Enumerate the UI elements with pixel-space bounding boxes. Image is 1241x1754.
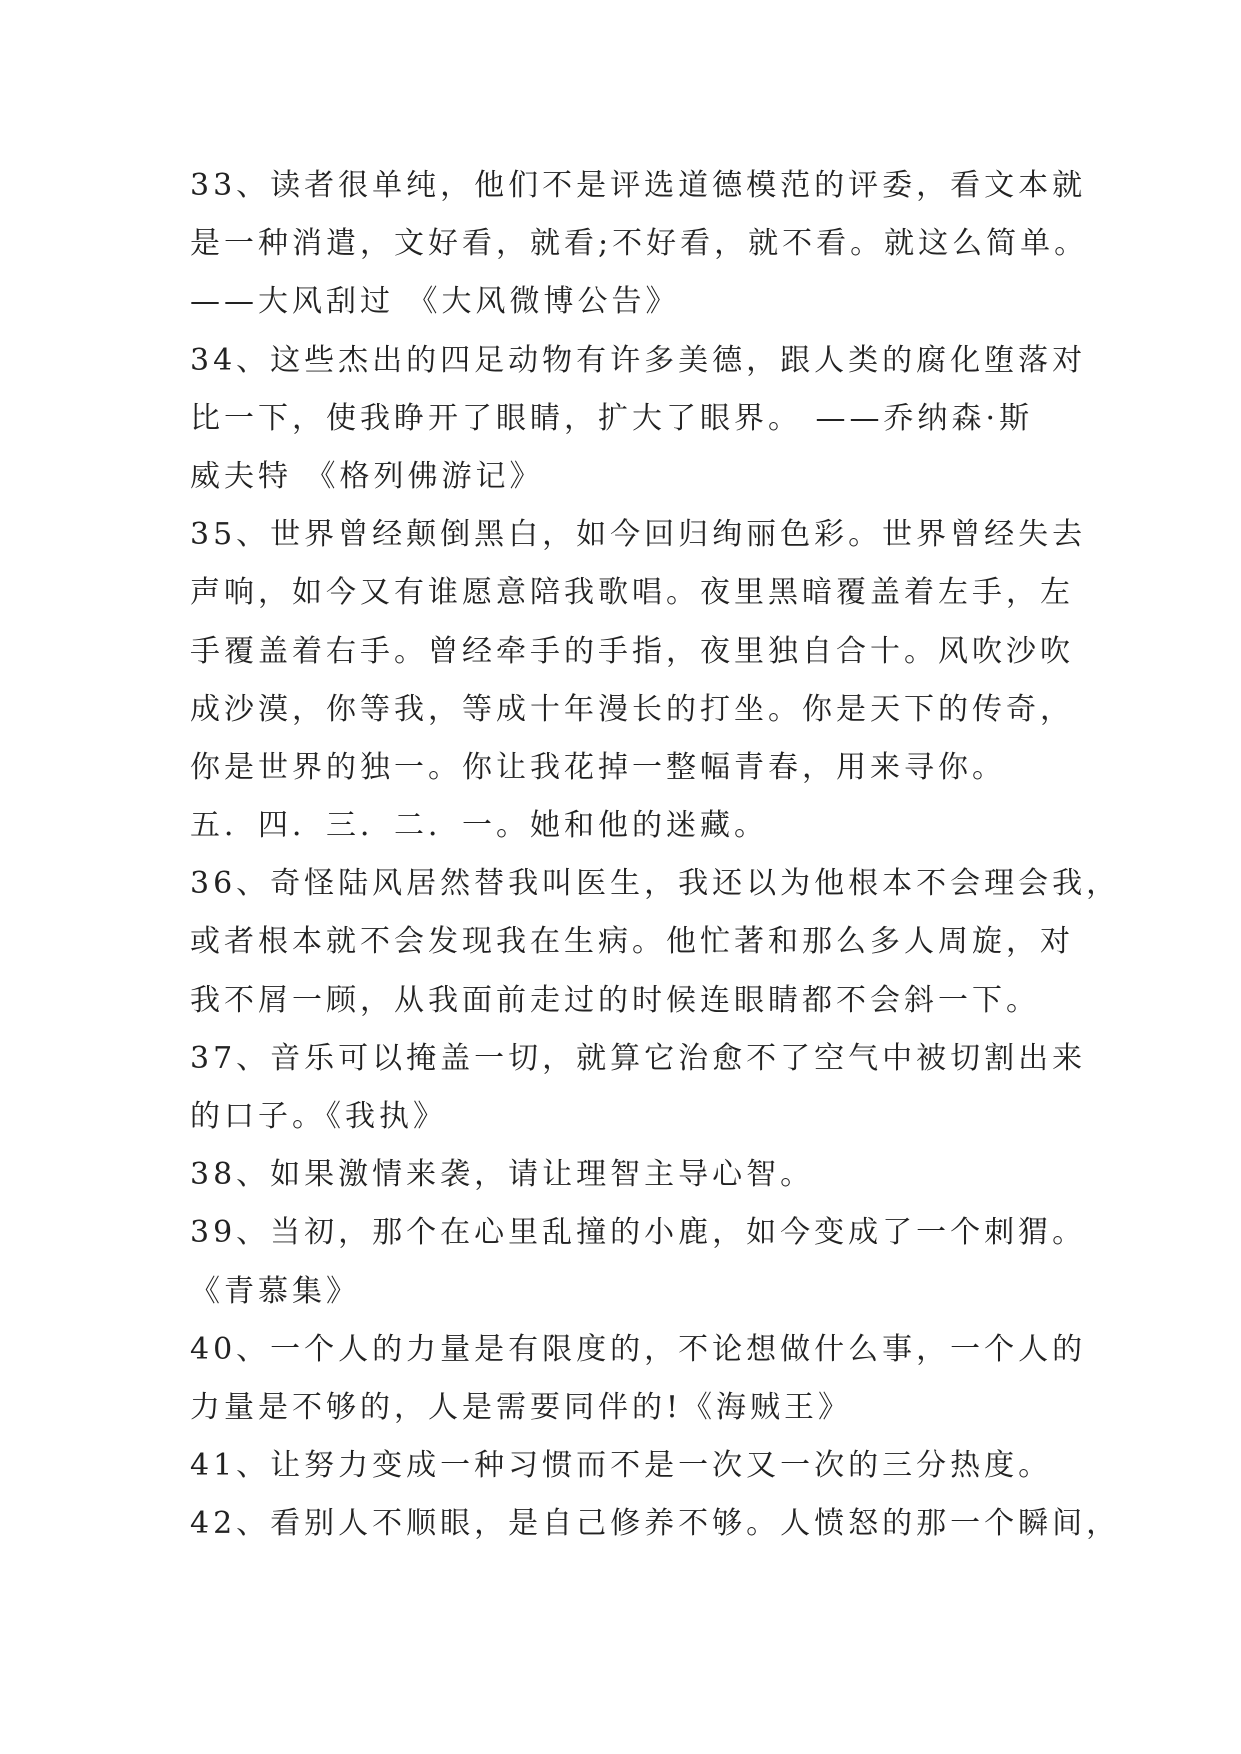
text-line: 手覆盖着右手。曾经牵手的手指，夜里独自合十。风吹沙吹 — [190, 633, 1074, 669]
text-line: 33、读者很单纯，他们不是评选道德模范的评委，看文本就 — [190, 168, 1087, 203]
text-line: 威夫特 《格列佛游记》 — [190, 458, 544, 494]
text-line: 36、奇怪陆风居然替我叫医生，我还以为他根本不会理会我， — [190, 866, 1121, 902]
text-line: 38、如果激情来袭，请让理智主导心智。 — [190, 1157, 815, 1193]
text-line: 37、音乐可以掩盖一切，就算它治愈不了空气中被切割出来 — [190, 1040, 1087, 1076]
text-line: 40、一个人的力量是有限度的，不论想做什么事，一个人的 — [190, 1331, 1087, 1367]
text-line: 34、这些杰出的四足动物有许多美德，跟人类的腐化堕落对 — [190, 342, 1087, 378]
text-line: 39、当初，那个在心里乱撞的小鹿，如今变成了一个刺猬。 — [190, 1215, 1087, 1251]
text-line: 你是世界的独一。你让我花掉一整幅青春，用来寻你。 — [190, 749, 1006, 785]
text-line: 比一下，使我睁开了眼睛，扩大了眼界。 ——乔纳森·斯 — [190, 400, 1034, 436]
text-line: 《青慕集》 — [190, 1273, 360, 1309]
text-line: 我不屑一顾，从我面前走过的时候连眼睛都不会斜一下。 — [190, 982, 1040, 1018]
text-line: 41、让努力变成一种习惯而不是一次又一次的三分热度。 — [190, 1448, 1053, 1484]
text-line: 或者根本就不会发现我在生病。他忙著和那么多人周旋，对 — [190, 924, 1074, 960]
text-line: 五．四．三．二．一。她和他的迷藏。 — [190, 808, 768, 844]
text-line: 是一种消遣，文好看，就看;不好看，就不看。就这么简单。 — [190, 226, 1089, 262]
text-line: 成沙漠，你等我，等成十年漫长的打坐。你是天下的传奇， — [190, 691, 1074, 727]
document-body — [190, 157, 1121, 1554]
text-line: 力量是不够的，人是需要同伴的!《海贼王》 — [190, 1389, 853, 1425]
text-line: ——大风刮过 《大风微博公告》 — [190, 284, 680, 320]
text-line: 的口子。《我执》 — [190, 1099, 447, 1134]
text-line: 42、看别人不顺眼，是自己修养不够。人愤怒的那一个瞬间， — [190, 1506, 1121, 1542]
text-line: 声响，如今又有谁愿意陪我歌唱。夜里黑暗覆盖着左手，左 — [190, 575, 1074, 611]
text-line: 35、世界曾经颠倒黑白，如今回归绚丽色彩。世界曾经失去 — [190, 517, 1087, 553]
